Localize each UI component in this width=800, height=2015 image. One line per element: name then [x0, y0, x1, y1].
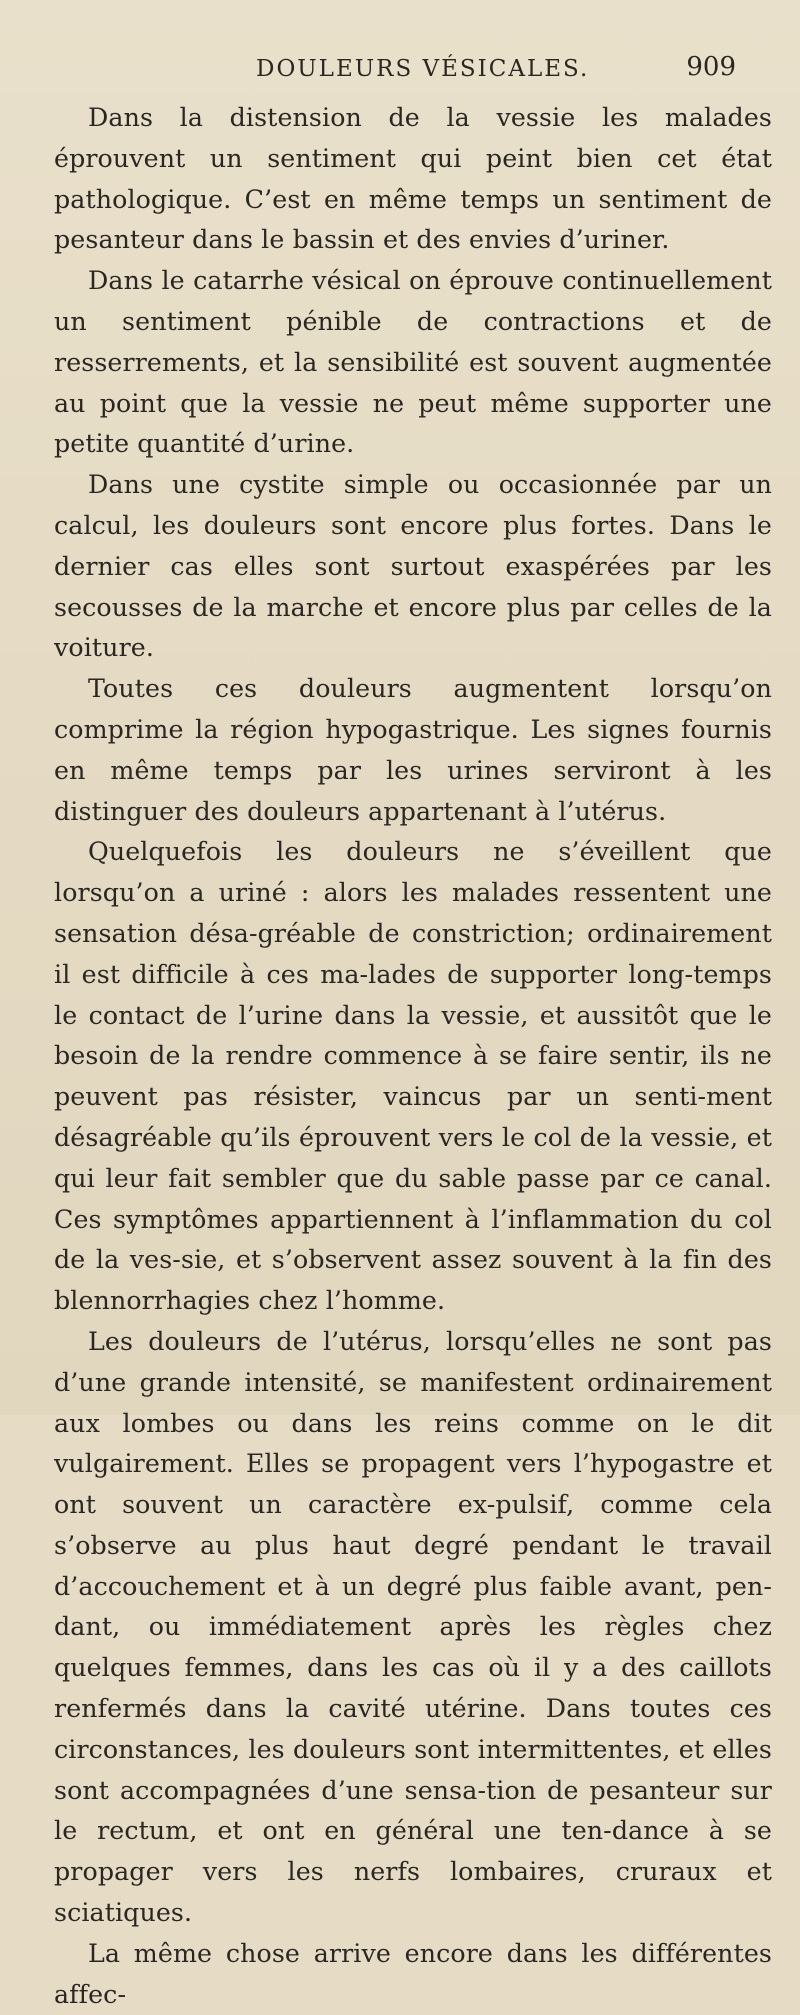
page-number: 909 — [686, 52, 736, 82]
paragraph: Dans une cystite simple ou occasionnée par un calcul, les douleurs sont encore plus fortes. Dans le dernier cas elles sont surtout exaspérées par les secousses de la marche et encore plus par celles de la voiture. — [54, 470, 772, 663]
paragraph: Dans le catarrhe vésical on éprouve continuellement un sentiment pénible de contractions et de resserrements, et la sensibilité est souvent augmentée au point que la vessie ne peut même supporter une petite quantité d’urine. — [54, 266, 772, 459]
paragraph: Dans la distension de la vessie les malades éprouvent un sentiment qui peint bien cet état pathologique. C’est en même temps un sentiment de pesanteur dans le bassin et des envies d’uriner. — [54, 103, 772, 255]
paragraph: La même chose arrive encore dans les différentes affec- — [54, 1938, 772, 2009]
running-title: DOULEURS VÉSICALES. — [256, 56, 590, 82]
paragraph: Quelquefois les douleurs ne s’éveillent que lorsqu’on a uriné : alors les malades ressentent une sensation désa-gréable de constriction; ordinairement il est difficile à ces ma-lades de supporter long-temps le contact de l’urine dans la vessie, et aussitôt que le besoin de la rendre commence à se faire sentir, ils ne peuvent pas résister, vaincus par un senti-ment désagréable qu’ils éprouvent vers le col de la vessie, et qui leur fait sembler que du sable passe par ce canal. Ces symptômes appartiennent à l’inflammation du col de la ves-sie, et s’observent assez souvent à la fin des blennorrhagies chez l’homme. — [54, 837, 772, 1316]
running-head — [54, 48, 772, 98]
body-text — [54, 98, 772, 2015]
paragraph: Les douleurs de l’utérus, lorsqu’elles ne sont pas d’une grande intensité, se manifestent ordinairement aux lombes ou dans les reins comme on le dit vulgairement. Elles se propagent vers l’hypogastre et ont souvent un caractère ex-pulsif, comme cela s’observe au plus haut degré pendant le travail d’accouchement et à un degré plus faible avant, pen-dant, ou immédiatement après les règles chez quelques femmes, dans les cas où il y a des caillots renfermés dans la cavité utérine. Dans toutes ces circonstances, les douleurs sont intermittentes, et elles sont accompagnées d’une sensa-tion de pesanteur sur le rectum, et ont en général une ten-dance à se propager vers les nerfs lombaires, cruraux et sciatiques. — [54, 1326, 772, 1928]
paragraph: Toutes ces douleurs augmentent lorsqu’on comprime la région hypogastrique. Les signes fournis en même temps par les urines serviront à les distinguer des douleurs appartenant à l’utérus. — [54, 674, 772, 826]
